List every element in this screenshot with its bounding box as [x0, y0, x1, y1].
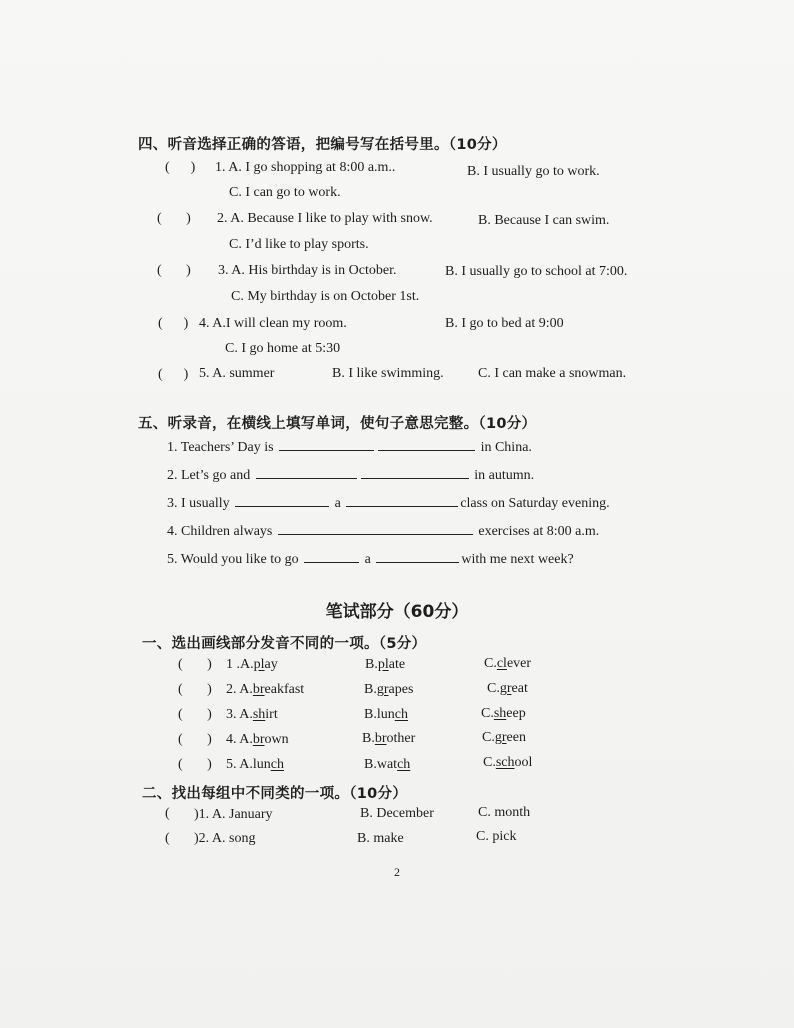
blank-input[interactable] — [279, 437, 374, 451]
sentence-text: with me next week? — [461, 552, 574, 567]
answer-bracket[interactable]: ( ) — [178, 732, 212, 747]
option-b: B.grapes — [364, 682, 414, 697]
blank-input[interactable] — [376, 549, 459, 563]
answer-bracket[interactable]: ( — [165, 806, 188, 821]
option-b: B.plate — [365, 657, 406, 672]
option-c: C.green — [482, 730, 526, 745]
option-c: C.great — [487, 681, 528, 696]
option-b: B.lunch — [364, 707, 408, 722]
option-c: C. pick — [476, 829, 517, 844]
sentence-text: exercises at 8:00 a.m. — [478, 524, 600, 539]
option-c: C. My birthday is on October 1st. — [231, 289, 420, 304]
answer-bracket[interactable]: ( ) — [158, 316, 189, 331]
option-b: B. make — [357, 831, 404, 846]
fill-sentence-5 — [167, 549, 574, 568]
fill-sentence-3 — [167, 493, 610, 512]
option-c: C.clever — [484, 656, 532, 671]
part-1-title: 一、选出画线部分发音不同的一项。（5分） — [142, 636, 427, 652]
answer-bracket[interactable]: ( ) — [157, 263, 191, 278]
blank-input[interactable] — [235, 493, 329, 507]
sentence-text: in autumn. — [474, 468, 535, 483]
fill-sentence-2 — [167, 465, 534, 484]
option-c: C.school — [483, 755, 533, 770]
option-c: C. I’d like to play sports. — [229, 237, 369, 252]
blank-input[interactable] — [304, 549, 359, 563]
answer-bracket[interactable]: ( ) — [178, 757, 212, 772]
page-number: 2 — [394, 865, 400, 879]
answer-bracket[interactable]: ( ) — [178, 682, 212, 697]
option-a: 2. A.breakfast — [226, 682, 305, 697]
section-4-title: 四、听音选择正确的答语，把编号写在括号里。（10分） — [138, 137, 507, 153]
sentence-text: class on Saturday evening. — [460, 496, 610, 511]
sentence-text: in China. — [480, 440, 532, 455]
option-a: 3. A.shirt — [226, 707, 278, 722]
option-c: C. month — [478, 805, 531, 820]
blank-input[interactable] — [361, 465, 469, 479]
option-c: C. I can go to work. — [229, 185, 341, 200]
written-part-title: 笔试部分（60分） — [325, 602, 469, 622]
sentence-text: 4. Children always — [167, 524, 273, 539]
option-a: 5. A.lunch — [226, 757, 284, 772]
sentence-text: a — [364, 552, 371, 567]
option-b: B. I go to bed at 9:00 — [445, 316, 564, 331]
option-a: 4. A.I will clean my room. — [199, 316, 347, 331]
sentence-text: 2. Let’s go and — [167, 468, 251, 483]
section-5-title: 五、听录音，在横线上填写单词，使句子意思完整。（10分） — [138, 416, 537, 432]
option-a: 1. A. I go shopping at 8:00 a.m.. — [215, 160, 396, 175]
option-a: )2. A. song — [194, 831, 256, 846]
answer-bracket[interactable]: ( ) — [178, 657, 212, 672]
option-c: C.sheep — [481, 706, 526, 721]
sentence-text: 1. Teachers’ Day is — [167, 440, 274, 455]
sentence-text: 3. I usually — [167, 496, 230, 511]
option-b: B.watch — [364, 757, 411, 772]
option-b: B. I usually go to school at 7:00. — [445, 264, 628, 279]
blank-input[interactable] — [378, 437, 475, 451]
option-a: )1. A. January — [194, 807, 273, 822]
option-a: 5. A. summer — [199, 366, 275, 381]
answer-bracket[interactable]: ( ) — [157, 211, 191, 226]
blank-input[interactable] — [256, 465, 357, 479]
option-b: B. Because I can swim. — [478, 213, 610, 228]
answer-bracket[interactable]: ( ) — [178, 707, 212, 722]
part-2-title: 二、找出每组中不同类的一项。（10分） — [142, 786, 408, 802]
option-a: 4. A.brown — [226, 732, 289, 747]
option-c: C. I go home at 5:30 — [225, 341, 341, 356]
sentence-text: a — [334, 496, 341, 511]
blank-input[interactable] — [346, 493, 458, 507]
blank-input[interactable] — [278, 521, 473, 535]
option-a: 2. A. Because I like to play with snow. — [217, 211, 433, 226]
fill-sentence-1 — [167, 437, 532, 456]
option-b: B.brother — [362, 731, 416, 746]
option-c: C. I can make a snowman. — [478, 366, 627, 381]
option-b: B. December — [360, 806, 434, 821]
answer-bracket[interactable]: ( ) — [165, 160, 196, 175]
option-b: B. I like swimming. — [332, 366, 444, 381]
fill-sentence-4 — [167, 521, 599, 540]
option-a: 1 .A.play — [226, 657, 278, 672]
option-b: B. I usually go to work. — [467, 164, 600, 179]
answer-bracket[interactable]: ( — [165, 831, 188, 846]
sentence-text: 5. Would you like to go — [167, 552, 299, 567]
answer-bracket[interactable]: ( ) — [158, 367, 189, 382]
option-a: 3. A. His birthday is in October. — [218, 263, 397, 278]
